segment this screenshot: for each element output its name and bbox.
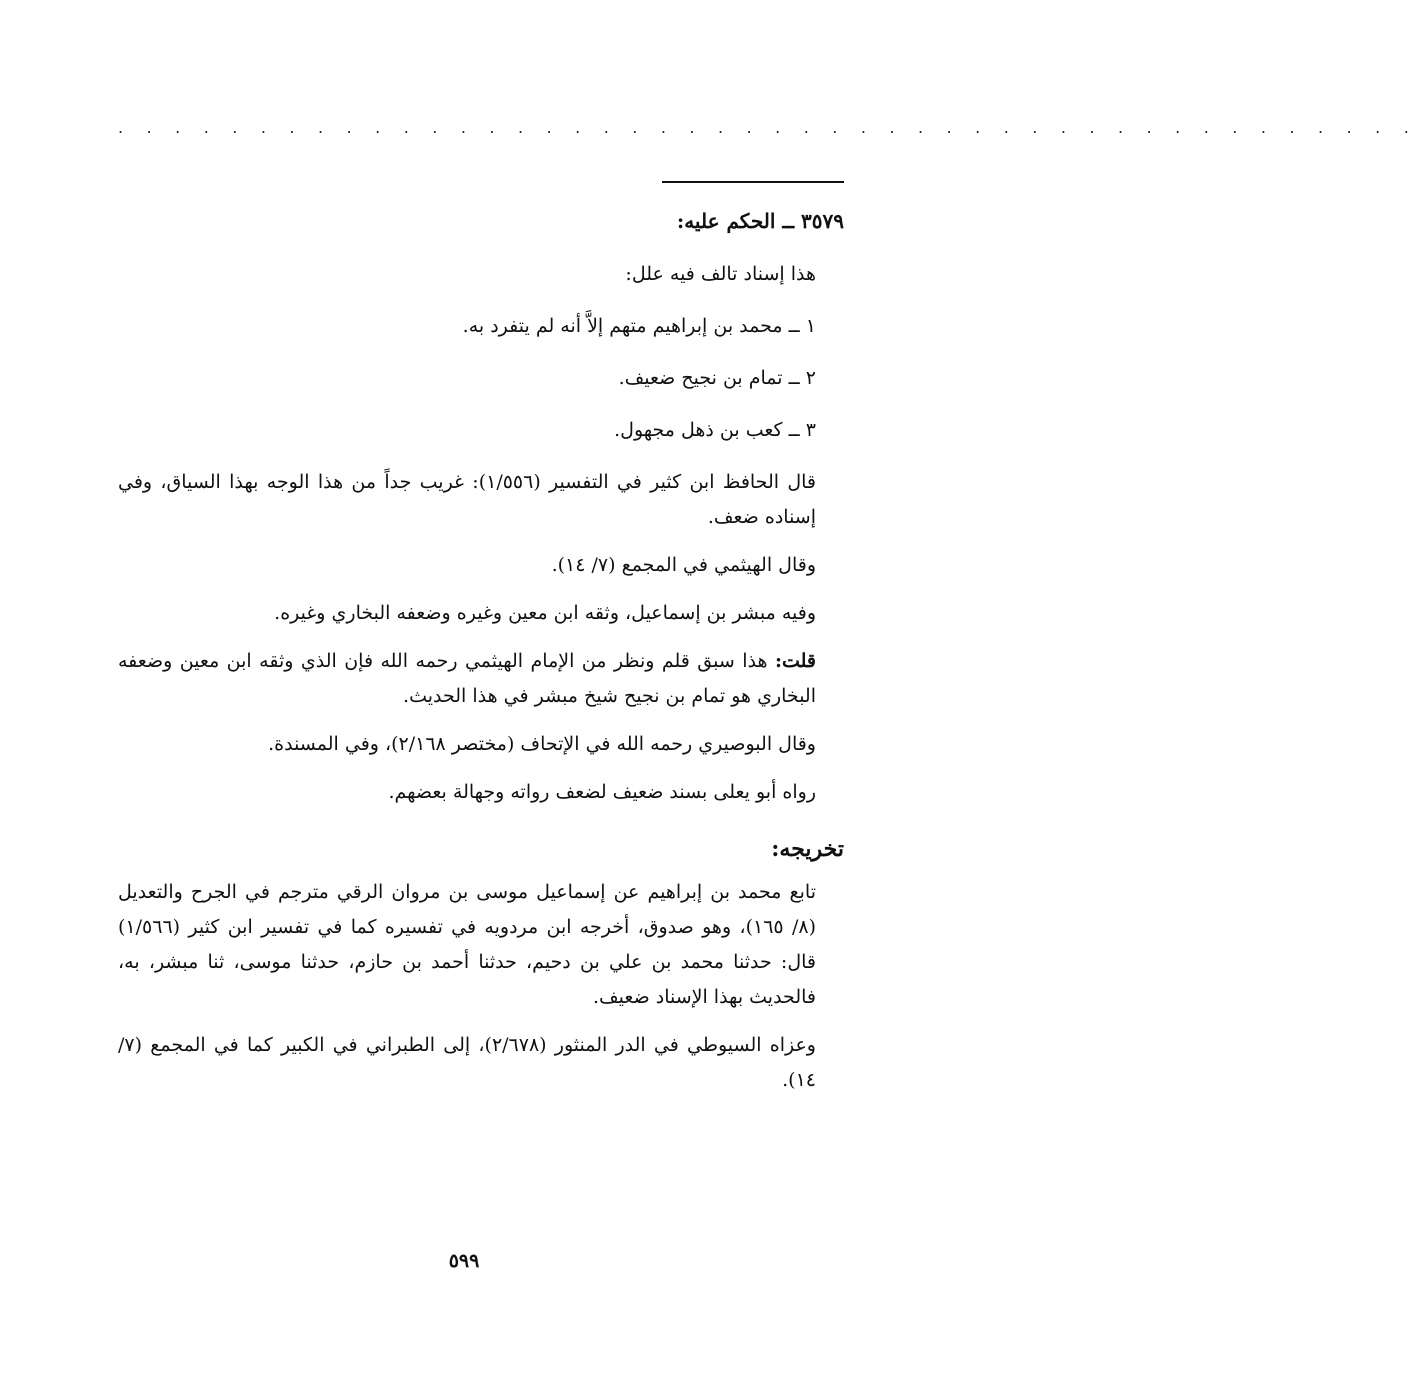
intro-line: هذا إسناد تالف فيه علل: <box>625 263 816 285</box>
takhrij-heading: تخريجه: <box>771 836 844 862</box>
qultu-text: هذا سبق قلم ونظر من الإمام الهيثمي رحمه الله فإن الذي وثقه ابن معين وضعفه البخاري هو تمام بن نجيح شيخ مبشر في هذا الحديث. <box>118 650 816 707</box>
paragraph-ibn-kathir: قال الحافظ ابن كثير في التفسير (١/٥٥٦): غريب جداً من هذا الوجه بهذا السياق، وفي إسناده ضعف. <box>118 471 816 528</box>
paragraph-mubashir: وفيه مبشر بن إسماعيل، وثقه ابن معين وغيره وضعفه البخاري وغيره. <box>274 602 816 624</box>
paragraph-rawahu: رواه أبو يعلى بسند ضعيف لضعف رواته وجهالة بعضهم. <box>388 781 816 803</box>
qultu-label: قلت: <box>774 650 816 672</box>
paragraph-haythami: وقال الهيثمي في المجمع (٧/ ١٤). <box>551 554 816 576</box>
section-heading: ٣٥٧٩ ــ الحكم عليه: <box>676 209 844 233</box>
takhrij-paragraph-1: تابع محمد بن إبراهيم عن إسماعيل موسى بن مروان الرقي مترجم في الجرح والتعديل (٨/ ١٦٥)، وهو صدوق، أخرجه ابن مردويه في تفسيره كما في تفسير ابن كثير (١/٥٦٦) قال: حدثنا محمد بن علي بن دحيم، حدثنا أحمد بن حازم، حدثنا موسى، ثنا مبشر، به، فالحديث بهذا الإسناد ضعيف. <box>118 881 817 1008</box>
paragraph-busiri: وقال البوصيري رحمه الله في الإتحاف (مختصر ٢/١٦٨)، وفي المسندة. <box>268 733 816 755</box>
reason-item-2: ٢ ــ تمام بن نجيح ضعيف. <box>618 367 816 389</box>
reason-item-1: ١ ــ محمد بن إبراهيم متهم إلاَّ أنه لم يتفرد به. <box>462 315 816 337</box>
takhrij-paragraph-2: وعزاه السيوطي في الدر المنثور (٢/٦٧٨)، إلى الطبراني في الكبير كما في المجمع (٧/ ١٤). <box>118 1034 816 1091</box>
paragraph-qultu <box>118 644 844 714</box>
footnote-rule <box>662 181 844 183</box>
page-body <box>118 204 844 1098</box>
reason-item-3: ٣ ــ كعب بن ذهل مجهول. <box>614 419 816 441</box>
dotted-separator: . . . . . . . . . . . . . . . . . . . . . . . . . . . . . . . . . . . . . . . . . . . . . . <box>118 118 1418 137</box>
page-number: ٥٩٩ <box>448 1250 480 1272</box>
